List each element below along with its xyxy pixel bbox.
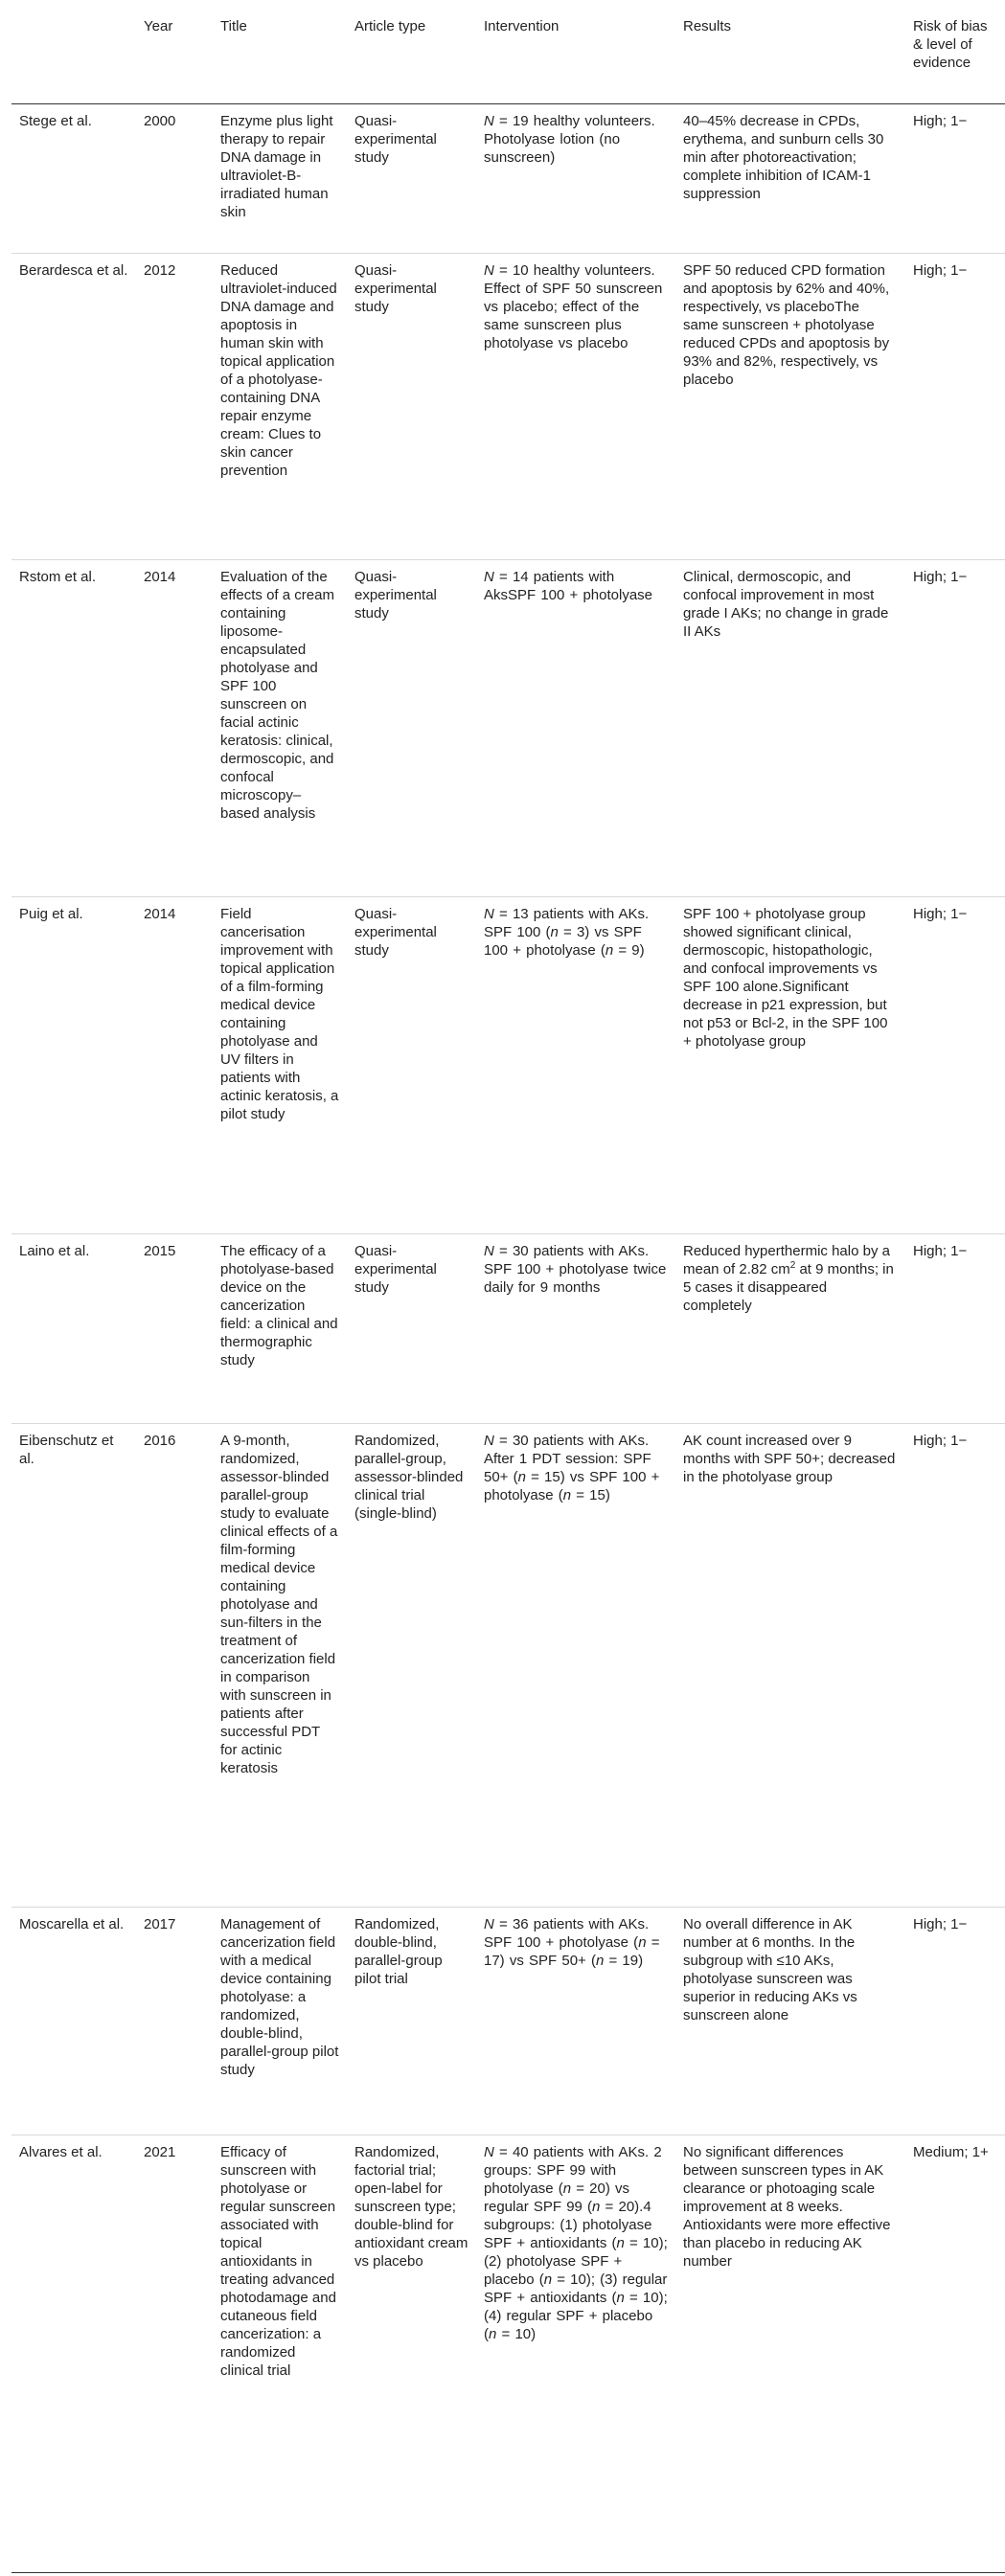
table-row [11, 1907, 1005, 2135]
cell-article-type: Quasi-experimental study [347, 1233, 476, 1423]
cell-intervention: N = 30 patients with AKs. After 1 PDT session: SPF 50+ (n = 15) vs SPF 100 + photolyase (n = 15) [476, 1423, 675, 1907]
cell-intervention: N = 14 patients with AksSPF 100 + photolyase [476, 559, 675, 896]
header-article-type: Article type [347, 8, 476, 103]
cell-article-type: Quasi-experimental study [347, 896, 476, 1233]
cell-results [675, 1233, 905, 1423]
header-row [11, 8, 1005, 103]
cell-title: Management of cancerization field with a medical device containing photolyase: a randomized, double-blind, parallel-group pilot study [213, 1907, 347, 2135]
cell-year: 2015 [136, 1233, 213, 1423]
cell-year: 2000 [136, 103, 213, 253]
cell-risk: High; 1− [905, 1907, 1005, 2135]
header-title: Title [213, 8, 347, 103]
cell-article-type: Randomized, double-blind, parallel-group pilot trial [347, 1907, 476, 2135]
table-row [11, 896, 1005, 1233]
header-study [11, 8, 136, 103]
cell-intervention: N = 19 healthy volunteers. Photolyase lotion (no sunscreen) [476, 103, 675, 253]
cell-intervention: N = 30 patients with AKs. SPF 100 + photolyase twice daily for 9 months [476, 1233, 675, 1423]
cell-article-type: Randomized, parallel-group, assessor-blinded clinical trial (single-blind) [347, 1423, 476, 1907]
cell-intervention: N = 36 patients with AKs. SPF 100 + photolyase (n = 17) vs SPF 50+ (n = 19) [476, 1907, 675, 2135]
cell-study: Puig et al. [11, 896, 136, 1233]
cell-title: The efficacy of a photolyase-based device on the cancerization field: a clinical and thermographic study [213, 1233, 347, 1423]
cell-results: 40–45% decrease in CPDs, erythema, and sunburn cells 30 min after photoreactivation; complete inhibition of ICAM-1 suppression [675, 103, 905, 253]
table-row [11, 2135, 1005, 2572]
table-row [11, 103, 1005, 253]
cell-intervention: N = 10 healthy volunteers. Effect of SPF 50 sunscreen vs placebo; effect of the same sunscreen plus photolyase vs placebo [476, 253, 675, 559]
cell-study: Laino et al. [11, 1233, 136, 1423]
cell-title: A 9-month, randomized, assessor-blinded parallel-group study to evaluate clinical effects of a film-forming medical device containing photolyase and sun-filters in the treatment of cancerization field in comparison with sunscreen in patients after successful PDT for actinic keratosis [213, 1423, 347, 1907]
cell-risk: High; 1− [905, 896, 1005, 1233]
cell-results: No overall difference in AK number at 6 months. In the subgroup with ≤10 AKs, photolyase sunscreen was superior in reducing AKs vs sunscreen alone [675, 1907, 905, 2135]
table-row [11, 1233, 1005, 1423]
cell-study: Stege et al. [11, 103, 136, 253]
cell-risk: High; 1− [905, 253, 1005, 559]
cell-results: SPF 100 + photolyase group showed significant clinical, dermoscopic, histopathologic, and confocal improvements vs SPF 100 alone.Significant decrease in p21 expression, but not p53 or Bcl-2, in the SPF 100 + photolyase group [675, 896, 905, 1233]
header-intervention: Intervention [476, 8, 675, 103]
cell-year: 2017 [136, 1907, 213, 2135]
results-text-part1: Reduced hyperthermic halo by a mean of 2.82 cm [683, 1242, 890, 1277]
cell-study: Berardesca et al. [11, 253, 136, 559]
cell-risk: High; 1− [905, 103, 1005, 253]
table-row [11, 559, 1005, 896]
cell-year: 2021 [136, 2135, 213, 2572]
evidence-table [11, 8, 1005, 2573]
cell-title: Efficacy of sunscreen with photolyase or regular sunscreen associated with topical antioxidants in treating advanced photodamage and cutaneous field cancerization: a randomized clinical trial [213, 2135, 347, 2572]
cell-risk: High; 1− [905, 1233, 1005, 1423]
cell-results: No significant differences between sunscreen types in AK clearance or photoaging scale improvement at 8 weeks. Antioxidants were more effective than placebo in reducing AK number [675, 2135, 905, 2572]
cell-study: Moscarella et al. [11, 1907, 136, 2135]
cell-intervention: N = 40 patients with AKs. 2 groups: SPF 99 with photolyase (n = 20) vs regular SPF 99 (n = 20).4 subgroups: (1) photolyase SPF + antioxidants (n = 10); (2) photolyase SPF + placebo (n = 10); (3) regular SPF + antioxidants (n = 10); (4) regular SPF + placebo (n = 10) [476, 2135, 675, 2572]
cell-risk: Medium; 1+ [905, 2135, 1005, 2572]
cell-results: AK count increased over 9 months with SPF 50+; decreased in the photolyase group [675, 1423, 905, 1907]
header-results: Results [675, 8, 905, 103]
cell-title: Evaluation of the effects of a cream containing liposome-encapsulated photolyase and SPF 100 sunscreen on facial actinic keratosis: clinical, dermoscopic, and confocal microscopy–based analysis [213, 559, 347, 896]
cell-year: 2014 [136, 896, 213, 1233]
cell-title: Enzyme plus light therapy to repair DNA damage in ultraviolet-B-irradiated human skin [213, 103, 347, 253]
cell-article-type: Quasi-experimental study [347, 253, 476, 559]
cell-year: 2016 [136, 1423, 213, 1907]
cell-study: Alvares et al. [11, 2135, 136, 2572]
cell-study: Eibenschutz et al. [11, 1423, 136, 1907]
cell-article-type: Randomized, factorial trial; open-label for sunscreen type; double-blind for antioxidant cream vs placebo [347, 2135, 476, 2572]
cell-article-type: Quasi-experimental study [347, 103, 476, 253]
cell-risk: High; 1− [905, 1423, 1005, 1907]
table-row [11, 253, 1005, 559]
cell-title: Field cancerisation improvement with topical application of a film-forming medical device containing photolyase and UV filters in patients with actinic keratosis, a pilot study [213, 896, 347, 1233]
cell-year: 2012 [136, 253, 213, 559]
header-risk: Risk of bias & level of evidence [905, 8, 1005, 103]
cell-results: Clinical, dermoscopic, and confocal improvement in most grade I AKs; no change in grade II AKs [675, 559, 905, 896]
cell-year: 2014 [136, 559, 213, 896]
cell-results: SPF 50 reduced CPD formation and apoptosis by 62% and 40%, respectively, vs placeboThe same sunscreen + photolyase reduced CPDs and apoptosis by 93% and 82%, respectively, vs placebo [675, 253, 905, 559]
cell-risk: High; 1− [905, 559, 1005, 896]
cell-article-type: Quasi-experimental study [347, 559, 476, 896]
table-row [11, 1423, 1005, 1907]
cell-study: Rstom et al. [11, 559, 136, 896]
results-text-part2: at 9 months; in 5 cases it disappeared completely [683, 1260, 894, 1314]
cell-title: Reduced ultraviolet-induced DNA damage and apoptosis in human skin with topical application of a photolyase-containing DNA repair enzyme cream: Clues to skin cancer prevention [213, 253, 347, 559]
cell-intervention: N = 13 patients with AKs. SPF 100 (n = 3) vs SPF 100 + photolyase (n = 9) [476, 896, 675, 1233]
results-superscript: 2 [789, 1259, 796, 1271]
header-year: Year [136, 8, 213, 103]
